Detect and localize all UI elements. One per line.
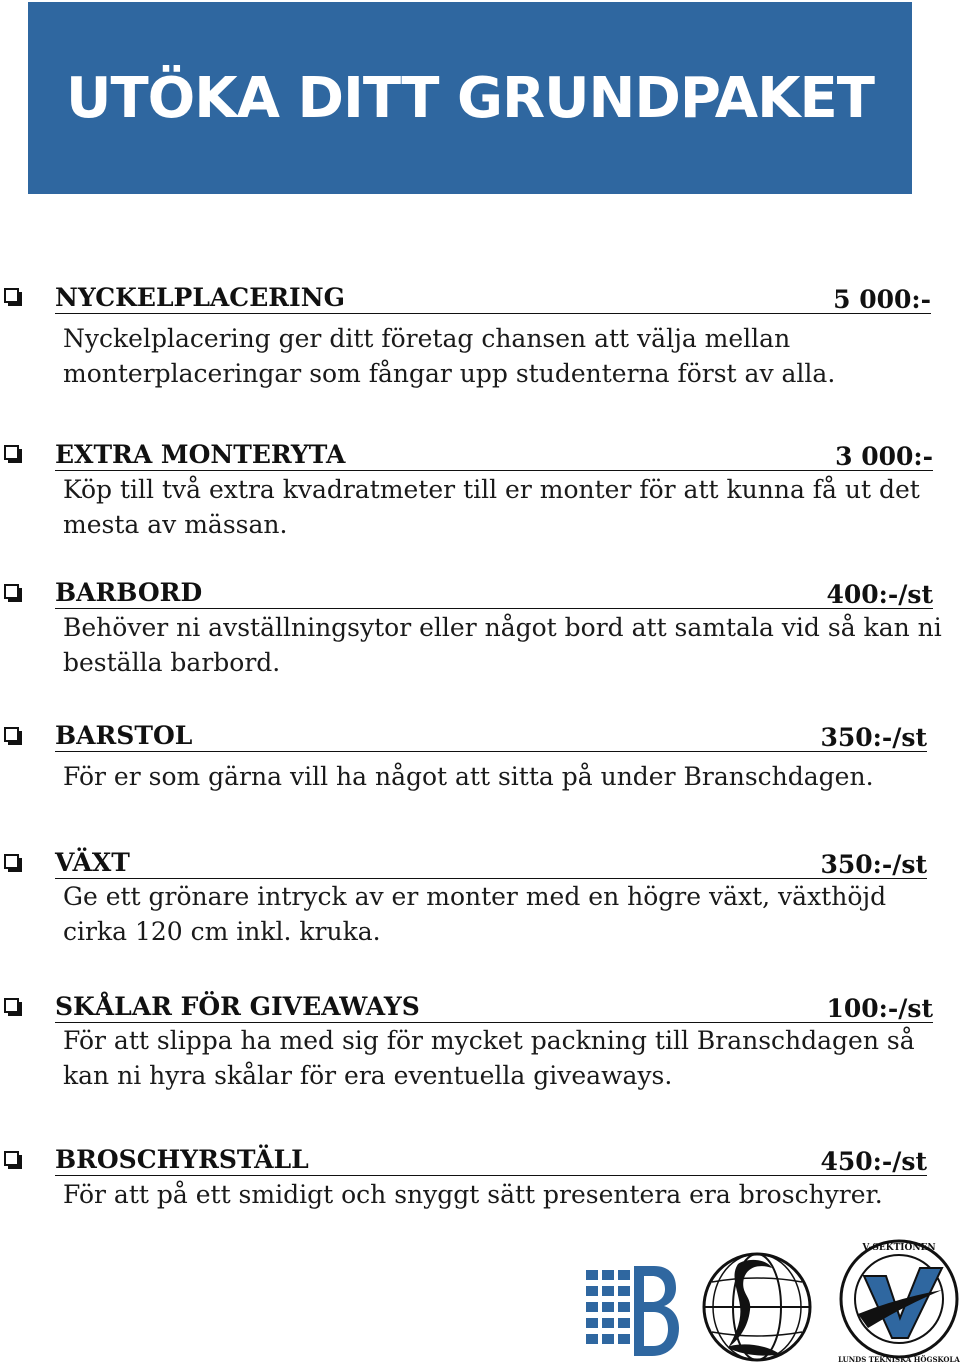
item-header [55,848,927,879]
desc-line: För att på ett smidigt och snyggt sätt presentera era broschyrer. [63,1180,883,1209]
sponsor-logos [580,1230,960,1368]
item-name: NYCKELPLACERING [55,283,345,312]
page-title: UTÖKA DITT GRUNDPAKET [65,66,874,131]
seal-bottom-text: LUNDS TEKNISKA HÖGSKOLA [838,1355,960,1364]
item-header [55,992,933,1023]
item-price: 3 000:- [835,442,933,471]
desc-line: Nyckelplacering ger ditt företag chansen att välja mellan [63,324,791,353]
item-header [55,283,931,314]
v-sektionen-seal-icon [838,1232,960,1366]
item-price: 100:-/st [826,994,933,1023]
item-description [63,321,835,391]
checkbox[interactable] [4,1151,19,1166]
desc-line: monterplaceringar som fångar upp studenterna först av alla. [63,359,836,388]
item-description [63,879,886,949]
item-description [63,759,874,794]
globe-lg-logo-icon [700,1250,814,1364]
item-name: VÄXT [55,848,130,877]
building-b-logo-icon [584,1264,680,1360]
item-description [63,610,942,680]
checkbox[interactable] [4,288,19,303]
checkbox[interactable] [4,445,19,460]
desc-line: För att slippa ha med sig för mycket packning till Branschdagen så [63,1026,915,1055]
item-description [63,1023,915,1093]
item-header [55,1145,927,1176]
desc-line: cirka 120 cm inkl. kruka. [63,917,381,946]
item-price: 5 000:- [833,285,931,314]
desc-line: beställa barbord. [63,648,281,677]
header-banner [28,2,912,194]
desc-line: För er som gärna vill ha något att sitta på under Branschdagen. [63,762,874,791]
item-description [63,472,920,542]
item-header [55,721,927,752]
item-name: BROSCHYRSTÄLL [55,1145,309,1174]
desc-line: kan ni hyra skålar för era eventuella giveaways. [63,1061,673,1090]
item-name: BARBORD [55,578,203,607]
desc-line: Ge ett grönare intryck av er monter med en högre växt, växthöjd [63,882,887,911]
item-price: 350:-/st [820,723,927,752]
item-price: 350:-/st [820,850,927,879]
checkbox[interactable] [4,727,19,742]
checkbox[interactable] [4,998,19,1013]
item-price: 400:-/st [826,580,933,609]
item-name: BARSTOL [55,721,193,750]
checkbox[interactable] [4,584,19,599]
item-description [63,1177,883,1212]
checkbox[interactable] [4,854,19,869]
desc-line: Köp till två extra kvadratmeter till er monter för att kunna få ut det [63,475,920,504]
item-header [55,440,933,471]
item-name: SKÅLAR FÖR GIVEAWAYS [55,992,420,1021]
item-header [55,578,933,609]
item-name: EXTRA MONTERYTA [55,440,346,469]
seal-top-text: V-SEKTIONEN [862,1243,936,1253]
desc-line: Behöver ni avställningsytor eller något bord att samtala vid så kan ni [63,613,942,642]
desc-line: mesta av mässan. [63,510,288,539]
item-price: 450:-/st [820,1147,927,1176]
